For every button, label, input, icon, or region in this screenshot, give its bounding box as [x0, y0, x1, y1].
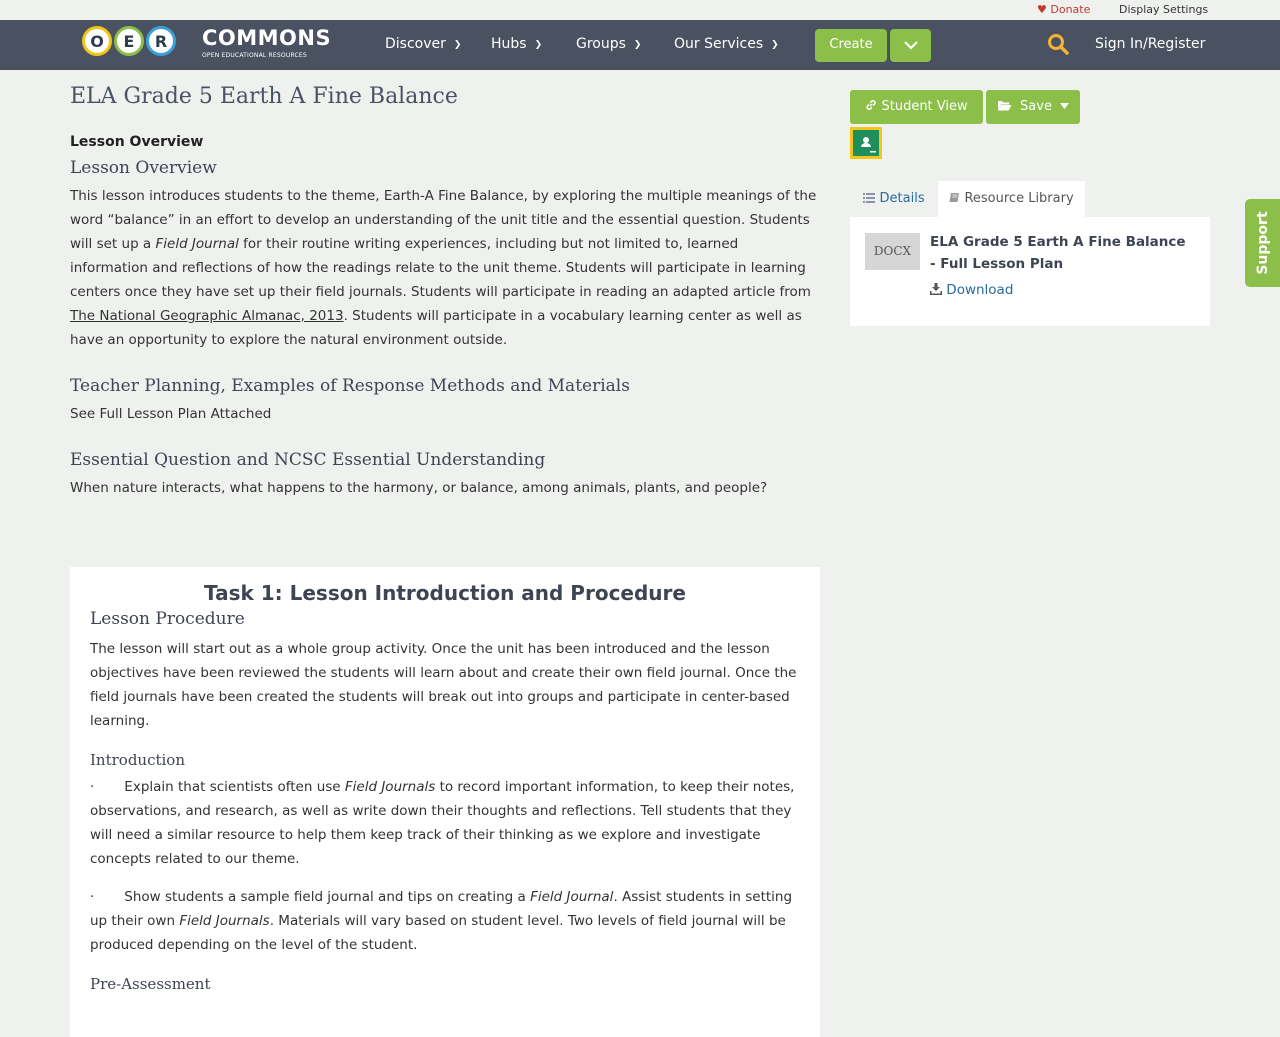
display-settings-link[interactable]: Display Settings: [1119, 3, 1209, 16]
support-tab[interactable]: [1245, 199, 1280, 287]
section-heading: Teacher Planning, Examples of Response Methods and Materials: [70, 376, 630, 396]
tab-library-label: Resource Library: [964, 191, 1074, 206]
save-label: Save: [1020, 99, 1052, 114]
google-classroom-icon: [853, 130, 879, 156]
sign-in-register-link[interactable]: Sign In/Register: [1095, 36, 1206, 52]
logo-letter-r: R: [146, 26, 176, 56]
nav-groups[interactable]: [576, 36, 641, 52]
section-essential-question: [70, 450, 820, 500]
donate-label: Donate: [1050, 3, 1091, 16]
list-item: [90, 775, 800, 871]
task-card: [70, 567, 820, 1037]
overview-paragraph: [70, 184, 820, 352]
resource-library-panel: [850, 217, 1210, 326]
donate-link[interactable]: [1037, 3, 1090, 16]
student-view-label: Student View: [881, 99, 968, 114]
download-label: Download: [946, 282, 1014, 298]
bullet-text: Explain that scientists often use: [124, 779, 345, 795]
book-icon: [949, 192, 960, 203]
nav-our-services[interactable]: [674, 36, 779, 52]
tab-details-label: Details: [879, 191, 925, 206]
nav-our-services-label: Our Services: [674, 36, 764, 52]
introduction-heading: Introduction: [90, 751, 185, 769]
bullet-char: ·: [90, 779, 95, 795]
bullet-italic: Field Journal: [530, 889, 614, 905]
section-text: When nature interacts, what happens to the harmony, or balance, among animals, plants, and people?: [70, 480, 768, 496]
bullet-text: to record important information, to keep their notes, observations, and research, as well as write down their thoughts and reflections. Tell students that they will need a similar resource to help them keep track of their thinking as we explore and investigate concepts related to our theme.: [90, 779, 795, 867]
tab-details[interactable]: [850, 181, 938, 217]
file-type-badge: DOCX: [865, 233, 920, 270]
main-content: [70, 130, 820, 524]
bullet-italic: Field Journals: [344, 779, 436, 795]
bullet-text: . Materials will vary based on student level. Two levels of field journal will be produced depending on the level of the student.: [90, 913, 786, 953]
pre-assessment-heading: Pre-Assessment: [90, 975, 211, 993]
overview-text-1: This lesson introduces students to the theme, Earth-A Fine Balance, by exploring the multiple meanings of the word “balance” in an effort to develop an understanding of the unit title and the essential question. Students will set up a: [70, 188, 817, 252]
folder-open-icon: [997, 100, 1012, 111]
section-heading: Lesson Overview: [70, 158, 217, 178]
section-teacher-planning: [70, 376, 820, 426]
link-icon: [865, 99, 877, 111]
overview-text-3: . Students will participate in a vocabulary learning center as well as have an opportunity to explore the natural environment outside.: [70, 308, 802, 348]
logo-letter-o: O: [82, 26, 112, 56]
procedure-text: The lesson will start out as a whole group activity. Once the unit has been introduced and the lesson objectives have been reviewed the students will learn about and create their own field journal. Once the field journals have been created the students will break out into groups and participate in center-based learning.: [90, 641, 797, 729]
chevron-down-icon: ❯: [453, 40, 462, 50]
lesson-overview-label: Lesson Overview: [70, 134, 204, 150]
section-lesson-overview: [70, 158, 820, 352]
caret-down-icon: [1060, 103, 1069, 109]
create-dropdown-button[interactable]: [890, 29, 931, 62]
chevron-down-icon: ❯: [633, 40, 642, 50]
download-icon: [930, 283, 942, 295]
download-link[interactable]: [930, 282, 1013, 298]
chevron-down-icon: ❯: [534, 40, 543, 50]
chevron-down-icon: ❯: [771, 40, 779, 50]
nav-hubs-label: Hubs: [491, 36, 527, 52]
lesson-procedure-heading: Lesson Procedure: [90, 609, 245, 629]
utility-bar: [0, 0, 1280, 20]
student-view-button[interactable]: [850, 90, 983, 124]
logo-letter-e: E: [114, 26, 144, 56]
logo-tagline: OPEN EDUCATIONAL RESOURCES: [202, 52, 307, 59]
heart-icon: ♥: [1037, 3, 1047, 16]
bullet-text: Show students a sample field journal and tips on creating a: [124, 889, 531, 905]
logo-wordmark: COMMONS: [202, 26, 332, 50]
almanac-link[interactable]: The National Geographic Almanac, 2013: [70, 308, 344, 324]
search-icon[interactable]: [1046, 32, 1070, 56]
overview-italic: Field Journal: [155, 236, 239, 252]
tab-resource-library[interactable]: [938, 181, 1085, 217]
list-item: [90, 885, 800, 957]
chevron-down-icon: [904, 41, 918, 50]
file-title[interactable]: ELA Grade 5 Earth A Fine Balance - Full Lesson Plan: [930, 234, 1186, 272]
nav-discover-label: Discover: [385, 36, 446, 52]
bullet-text: . Assist students in setting up their own: [90, 889, 793, 929]
google-classroom-share-button[interactable]: [850, 127, 882, 159]
list-icon: [863, 193, 875, 203]
page-title: ELA Grade 5 Earth A Fine Balance: [70, 84, 458, 109]
nav-hubs[interactable]: [491, 36, 542, 52]
create-button[interactable]: Create: [815, 29, 887, 62]
main-navbar: [0, 20, 1280, 70]
support-label: Support: [1254, 211, 1271, 275]
bullet-italic: Field Journals: [179, 913, 270, 929]
section-text: See Full Lesson Plan Attached: [70, 406, 272, 422]
nav-groups-label: Groups: [576, 36, 626, 52]
section-heading: Essential Question and NCSC Essential Understanding: [70, 450, 546, 470]
overview-text-2: for their routine writing experiences, including but not limited to, learned information and reflections of how the readings relate to the unit theme. Students will participate in learning centers once they have set up their field journals. Students will participate in reading an adapted article from: [70, 236, 811, 300]
save-button[interactable]: [986, 90, 1080, 124]
task-title: Task 1: Lesson Introduction and Procedure: [204, 581, 686, 605]
resource-tabs: [850, 181, 1210, 217]
nav-discover[interactable]: [385, 36, 461, 52]
bullet-char: ·: [90, 889, 95, 905]
